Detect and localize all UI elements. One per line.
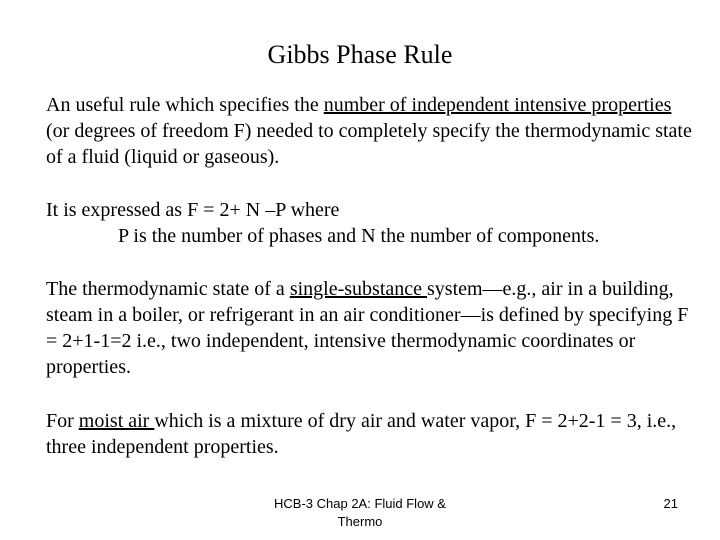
underlined-term-independent-properties: number of independent intensive properties [323,94,672,116]
paragraph-definition [46,92,696,170]
underlined-term-moist-air: moist air [78,410,155,432]
formula-explanation-line: P is the number of phases and N the number of components. [118,225,600,247]
slide-title: Gibbs Phase Rule [267,40,453,69]
paragraph-definition-text-1: An useful rule which specifies the [46,94,324,116]
paragraph-single-substance-text-2: system—e.g., air in a building, steam in a boiler, or refrigerant in an air conditioner—is defined by specifying F = 2+1-1=2 i.e., two independent, intensive thermodynamic coordinates or properties. [46,278,689,378]
page-number: 21 [663,496,678,511]
footer-course-label: HCB-3 Chap 2A: Fluid Flow & Thermo [274,496,446,529]
underlined-term-single-substance: single-substance [289,278,427,300]
paragraph-single-substance [46,276,696,380]
paragraph-moist-air-text-2: which is a mixture of dry air and water vapor, F = 2+2-1 = 3, i.e., three independent properties. [46,410,677,458]
formula-line: It is expressed as F = 2+ N –P where [46,199,340,221]
paragraph-single-substance-text-1: The thermodynamic state of a [46,278,290,300]
paragraph-definition-text-2: (or degrees of freedom F) needed to completely specify the thermodynamic state of a fluid (liquid or gaseous). [46,120,692,168]
paragraph-moist-air-text-1: For [46,410,79,432]
paragraph-moist-air [46,408,696,460]
paragraph-formula [46,197,696,249]
